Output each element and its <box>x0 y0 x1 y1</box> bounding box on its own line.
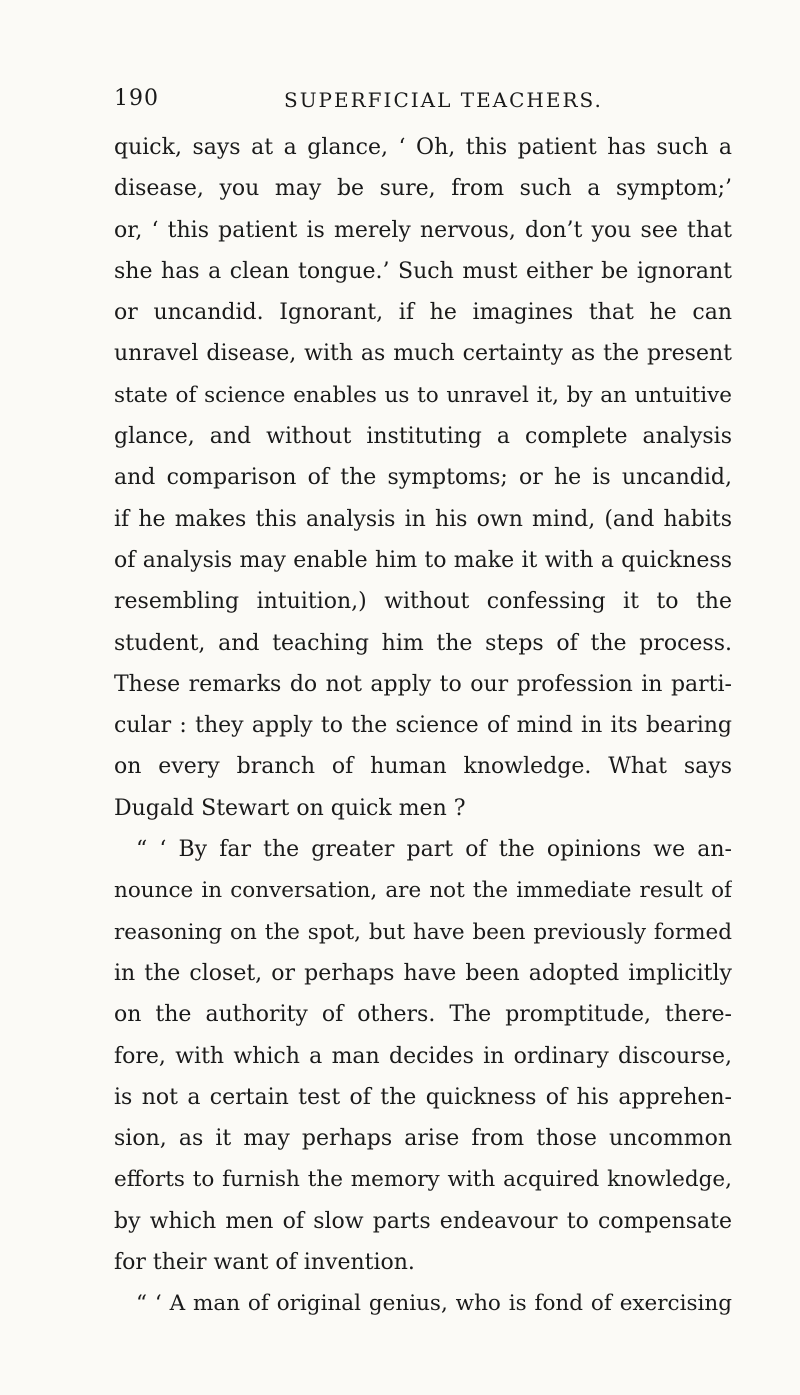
text-line: “ ‘ By far the greater part of the opinions we an- <box>136 837 732 863</box>
text-line: on the authority of others. The promptitude, there- <box>114 1002 732 1028</box>
page-header <box>114 86 726 122</box>
text-line: sion, as it may perhaps arise from those uncommon <box>114 1126 732 1152</box>
text-line: “ ‘ A man of original genius, who is fond of exercising <box>136 1291 732 1317</box>
text-line: nounce in conversation, are not the immediate result of <box>114 878 732 904</box>
text-line: by which men of slow parts endeavour to compensate <box>114 1208 732 1234</box>
text-line: of analysis may enable him to make it with a quickness <box>114 547 732 573</box>
text-line: for their want of invention. <box>114 1250 415 1276</box>
text-line: or, ‘ this patient is merely nervous, don’t you see that <box>114 217 732 243</box>
text-line: reasoning on the spot, but have been previously formed <box>114 919 732 945</box>
text-line: cular : they apply to the science of mind in its bearing <box>114 713 732 739</box>
text-line: quick, says at a glance, ‘ Oh, this patient has such a <box>114 135 732 160</box>
running-title: SUPERFICIAL TEACHERS. <box>284 88 603 112</box>
text-line: disease, you may be sure, from such a symptom;’ <box>114 176 732 202</box>
text-line: is not a certain test of the quickness of his apprehen- <box>114 1084 732 1110</box>
text-line: student, and teaching him the steps of the process. <box>114 630 732 656</box>
text-line: in the closet, or perhaps have been adopted implicitly <box>114 960 732 986</box>
text-line: she has a clean tongue.’ Such must either be ignorant <box>114 258 732 284</box>
body-text <box>114 127 732 1325</box>
text-line: state of science enables us to unravel it, by an untuitive <box>114 382 732 408</box>
text-line: fore, with which a man decides in ordinary discourse, <box>114 1043 732 1069</box>
text-line: Dugald Stewart on quick men ? <box>114 795 466 821</box>
text-line: unravel disease, with as much certainty as the present <box>114 341 732 367</box>
text-line: glance, and without instituting a complete analysis <box>114 424 732 450</box>
text-line: and comparison of the symptoms; or he is uncandid, <box>114 465 732 491</box>
text-line: These remarks do not apply to our profession in parti- <box>114 671 732 697</box>
text-line: resembling intuition,) without confessing it to the <box>114 589 732 615</box>
page-number: 190 <box>114 86 159 111</box>
text-line: or uncandid. Ignorant, if he imagines that he can <box>114 300 732 326</box>
text-line: if he makes this analysis in his own mind, (and habits <box>114 506 732 532</box>
text-line: efforts to furnish the memory with acquired knowledge, <box>114 1167 732 1193</box>
text-line: on every branch of human knowledge. What says <box>114 754 732 780</box>
